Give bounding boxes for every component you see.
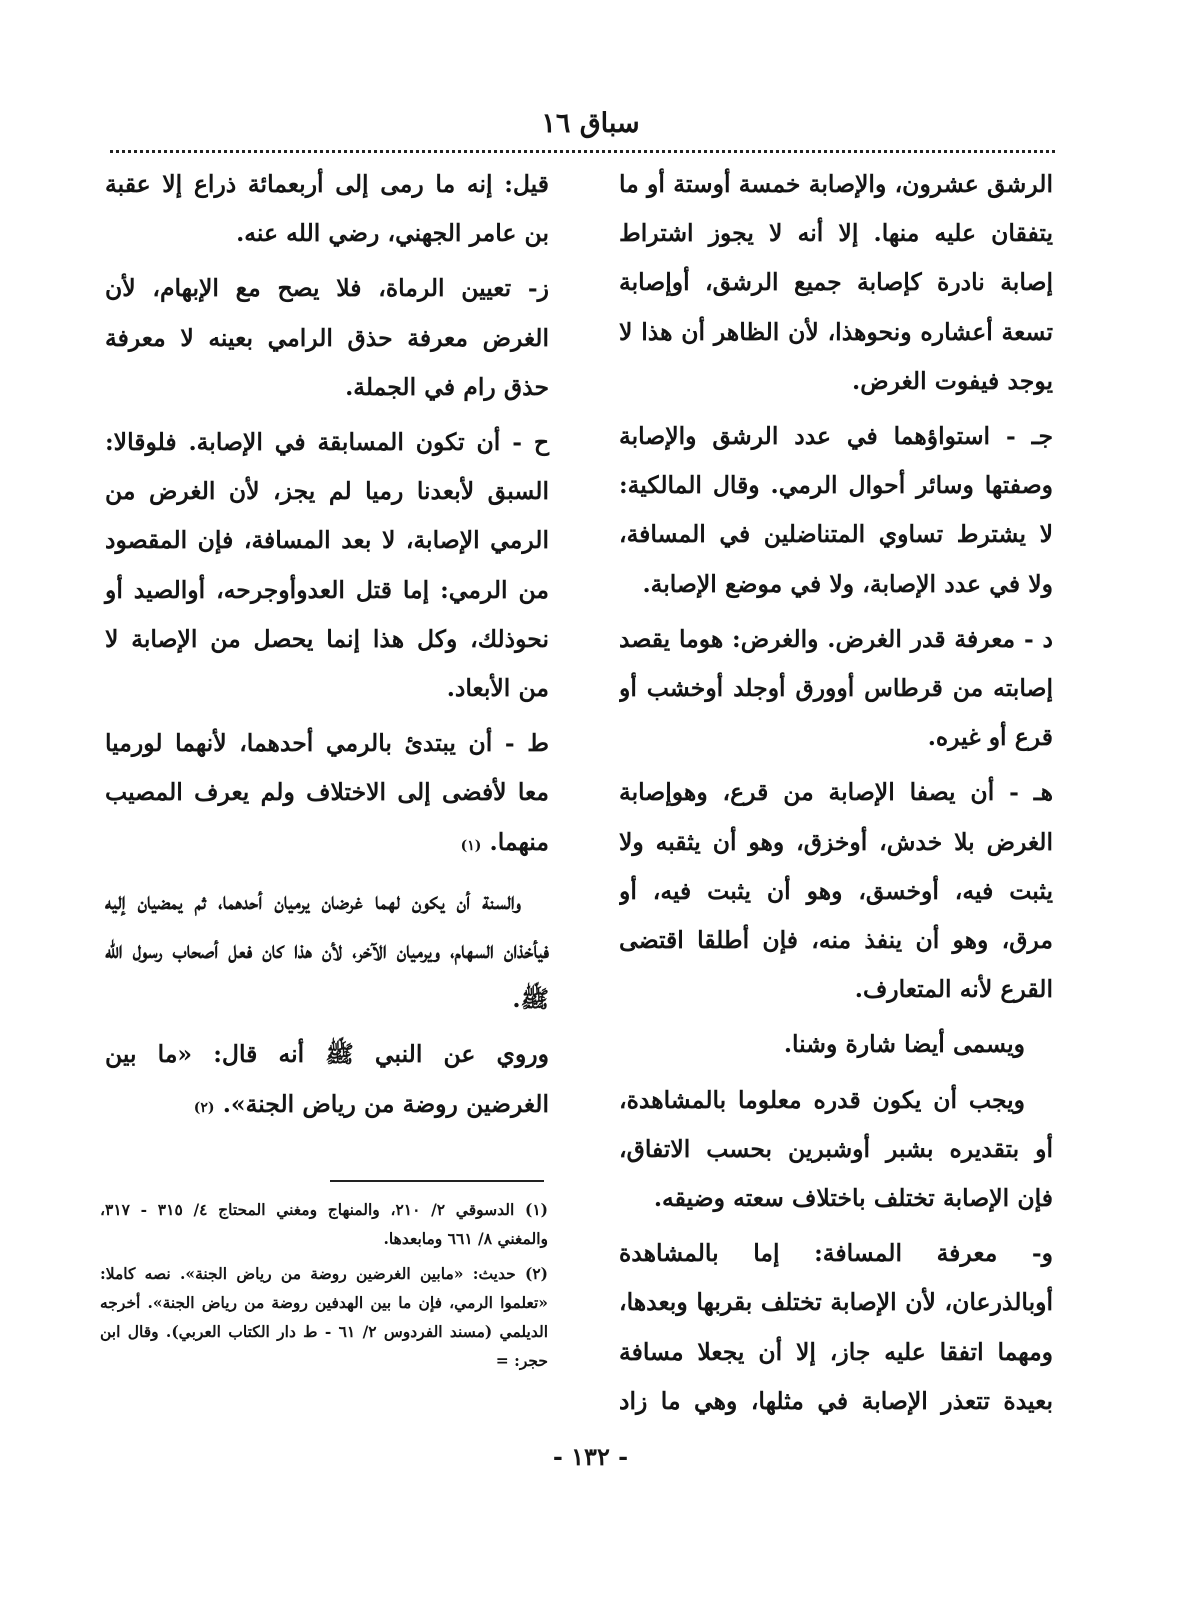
footnote-marker: (٢) — [193, 1099, 215, 1116]
footnote: (٢) حديث: «مابين الغرضين روضة من رياض الجنة». نصه كاملا: «تعلموا الرمي، فإن ما بين الهدفين روضة من رياض الجنة». أخرجه الديلمي (مسند الفردوس ٢/ ٦١ - ط دار الكتاب العربي). وقال ابن حجر: = — [100, 1264, 549, 1370]
paragraph: ويجب أن يكون قدره معلوما بالمشاهدة، أو بتقديره بشبر أوشبرين بحسب الاتفاق، فإن الإصابة تختلف باختلاف سعته وضيقه. — [619, 1085, 1053, 1213]
paragraph: د - معرفة قدر الغرض. والغرض: هوما يقصد إصابته من قرطاس أوورق أوجلد أوخشب أو قرع أو غيره. — [619, 624, 1053, 752]
right-column — [619, 160, 1053, 1425]
paragraph-text: وروي عن النبي ﷺ أنه قال: «ما بين الغرضين روضة من رياض الجنة». — [105, 1040, 549, 1118]
paragraph: والسنة أن يكون لهما غرضان يرميان أحدهما، ثم يمضيان إليه فيأخذان السهام، ويرميان الآخر، لأن هذا كان فعل أصحاب رسول الله ﷺ. — [105, 886, 549, 1014]
paragraph: و- معرفة المسافة: إما بالمشاهدة أوبالذرعان، لأن الإصابة تختلف بقربها وبعدها، ومهما اتفقا عليه جاز، إلا أن يجعلا مسافة بعيدة تتعذر الإصابة في مثلها، وهي ما زاد — [619, 1239, 1053, 1415]
footnote: (١) الدسوقي ٢/ ٢١٠، والمنهاج ومغني المحتاج ٤/ ٣١٥ - ٣١٧، والمغني ٨/ ٦٦١ ومابعدها. — [100, 1200, 548, 1248]
paragraph: ح - أن تكون المسابقة في الإصابة. فلوقالا: السبق لأبعدنا رميا لم يجز، لأن الغرض من الرمي الإصابة، لا بعد المسافة، فإن المقصود من الرمي: إما قتل العدوأوجرحه، أوالصيد أو نحوذلك، وكل هذا إنما يحصل من الإصابة لا من الأبعاد. — [105, 428, 549, 703]
page-number: - ١٣٢ - — [552, 1442, 629, 1471]
paragraph: هـ - أن يصفا الإصابة من قرع، وهوإصابة الغرض بلا خدش، أوخزق، وهو أن يثقبه ولا يثبت فيه، أوخسق، وهو أن يثبت فيه، أو مرق، وهو أن ينفذ منه، فإن أطلقا اقتضى القرع لأنه المتعارف. — [619, 778, 1053, 1004]
paragraph — [105, 1030, 549, 1132]
left-column — [105, 160, 549, 1133]
paragraph: الرشق عشرون، والإصابة خمسة أوستة أو ما يتفقان عليه منها. إلا أنه لا يجوز اشتراط إصابة نادرة كإصابة جميع الرشق، أوإصابة تسعة أعشاره ونحوهذا، لأن الظاهر أن هذا لا يوجد فيفوت الغرض. — [619, 170, 1053, 395]
footnote-marker: (١) — [460, 837, 482, 854]
paragraph — [105, 719, 549, 871]
footnotes — [100, 1195, 548, 1381]
paragraph: جـ - استواؤهما في عدد الرشق والإصابة وصفتها وسائر أحوال الرمي. وقال المالكية: لا يشترط تساوي المتناضلين في المسافة، ولا في عدد الإصابة، ولا في موضع الإصابة. — [619, 422, 1053, 598]
footnote-separator — [330, 1180, 544, 1182]
paragraph: ز- تعيين الرماة، فلا يصح مع الإبهام، لأن الغرض معرفة حذق الرامي بعينه لا معرفة حذق رام في الجملة. — [105, 274, 549, 401]
paragraph-text: ط - أن يبتدئ بالرمي أحدهما، لأنهما لورميا معا لأفضى إلى الاختلاف ولم يعرف المصيب منهما. — [105, 729, 549, 856]
header-dotted-divider — [110, 150, 1055, 153]
running-header: سباق ١٦ — [541, 108, 640, 139]
paragraph: قيل: إنه ما رمى إلى أربعمائة ذراع إلا عقبة بن عامر الجهني، رضي الله عنه. — [105, 170, 549, 248]
paragraph: ويسمى أيضا شارة وشنا. — [783, 1030, 1025, 1059]
